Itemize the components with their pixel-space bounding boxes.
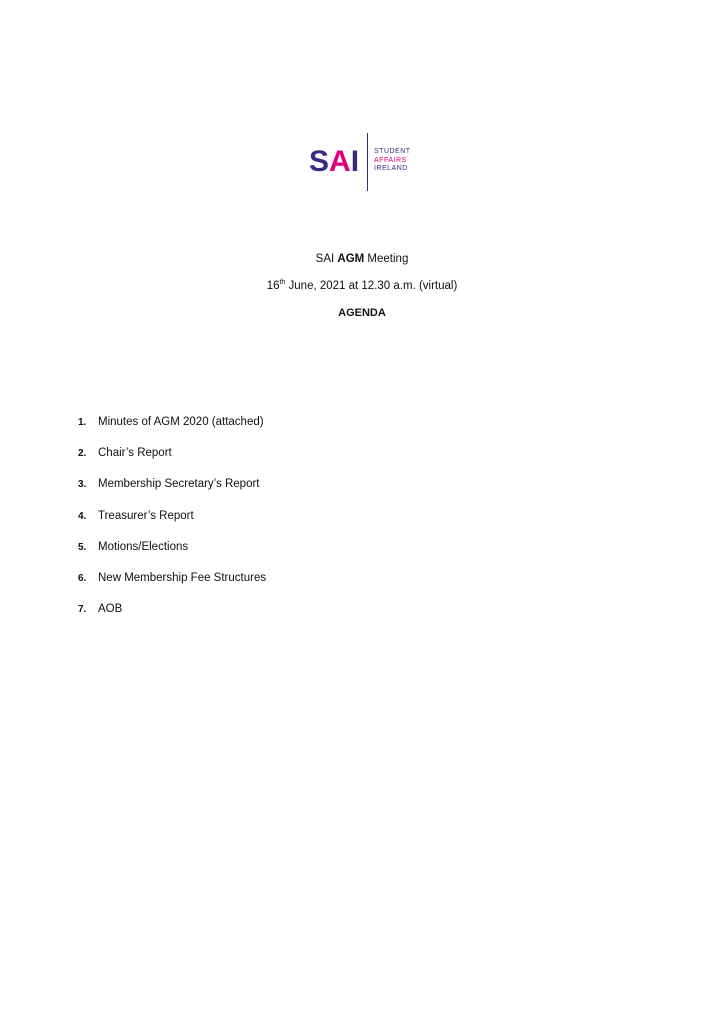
meeting-date-rest: June, 2021 at 12.30 a.m. (virtual) <box>285 280 458 292</box>
agenda-item-text: Treasurer’s Report <box>98 509 194 522</box>
meeting-title-prefix: SAI <box>315 253 338 265</box>
agenda-item-text: New Membership Fee Structures <box>98 571 267 584</box>
logo-word-student: STUDENT <box>374 148 411 155</box>
logo-mark-i: I <box>350 145 360 178</box>
agenda-item <box>78 541 266 572</box>
agenda-item <box>78 447 266 478</box>
logo-mark-a: A <box>329 145 351 178</box>
agenda-item-text: AOB <box>98 603 123 616</box>
logo-word-affairs: AFFAIRS <box>374 156 407 164</box>
logo-word-ireland: IRELAND <box>374 165 408 172</box>
meeting-title-suffix: Meeting <box>364 253 409 265</box>
agenda-item-number: 3. <box>78 479 87 491</box>
agenda-item-number: 4. <box>78 510 87 522</box>
agenda-item <box>78 510 266 541</box>
meeting-title-bold: AGM <box>337 253 365 265</box>
agenda-item-number: 6. <box>78 572 87 584</box>
meeting-title <box>0 253 724 265</box>
logo-mark-s: S <box>309 145 330 178</box>
agenda-item-number: 1. <box>78 417 87 428</box>
meeting-date-suffix: th <box>279 279 286 287</box>
agenda-item <box>78 416 266 447</box>
sai-logo <box>309 133 419 193</box>
agenda-item-number: 5. <box>78 541 87 553</box>
agenda-item-text: Membership Secretary’s Report <box>98 478 260 491</box>
agenda-item <box>78 478 266 509</box>
meeting-date <box>0 280 724 292</box>
agenda-item-number: 7. <box>78 604 87 616</box>
agenda-list <box>78 416 266 634</box>
logo-mark <box>309 147 359 177</box>
logo-wordmark <box>374 148 411 174</box>
agenda-item-text: Motions/Elections <box>98 540 189 553</box>
agenda-heading: AGENDA <box>338 307 386 319</box>
meeting-date-day: 16 <box>266 280 280 292</box>
logo-divider <box>367 133 368 191</box>
agenda-item-number: 2. <box>78 448 87 460</box>
agenda-item-text: Minutes of AGM 2020 (attached) <box>98 416 264 428</box>
agenda-item <box>78 603 266 634</box>
agenda-item-text: Chair’s Report <box>98 447 172 460</box>
agenda-item <box>78 572 266 603</box>
